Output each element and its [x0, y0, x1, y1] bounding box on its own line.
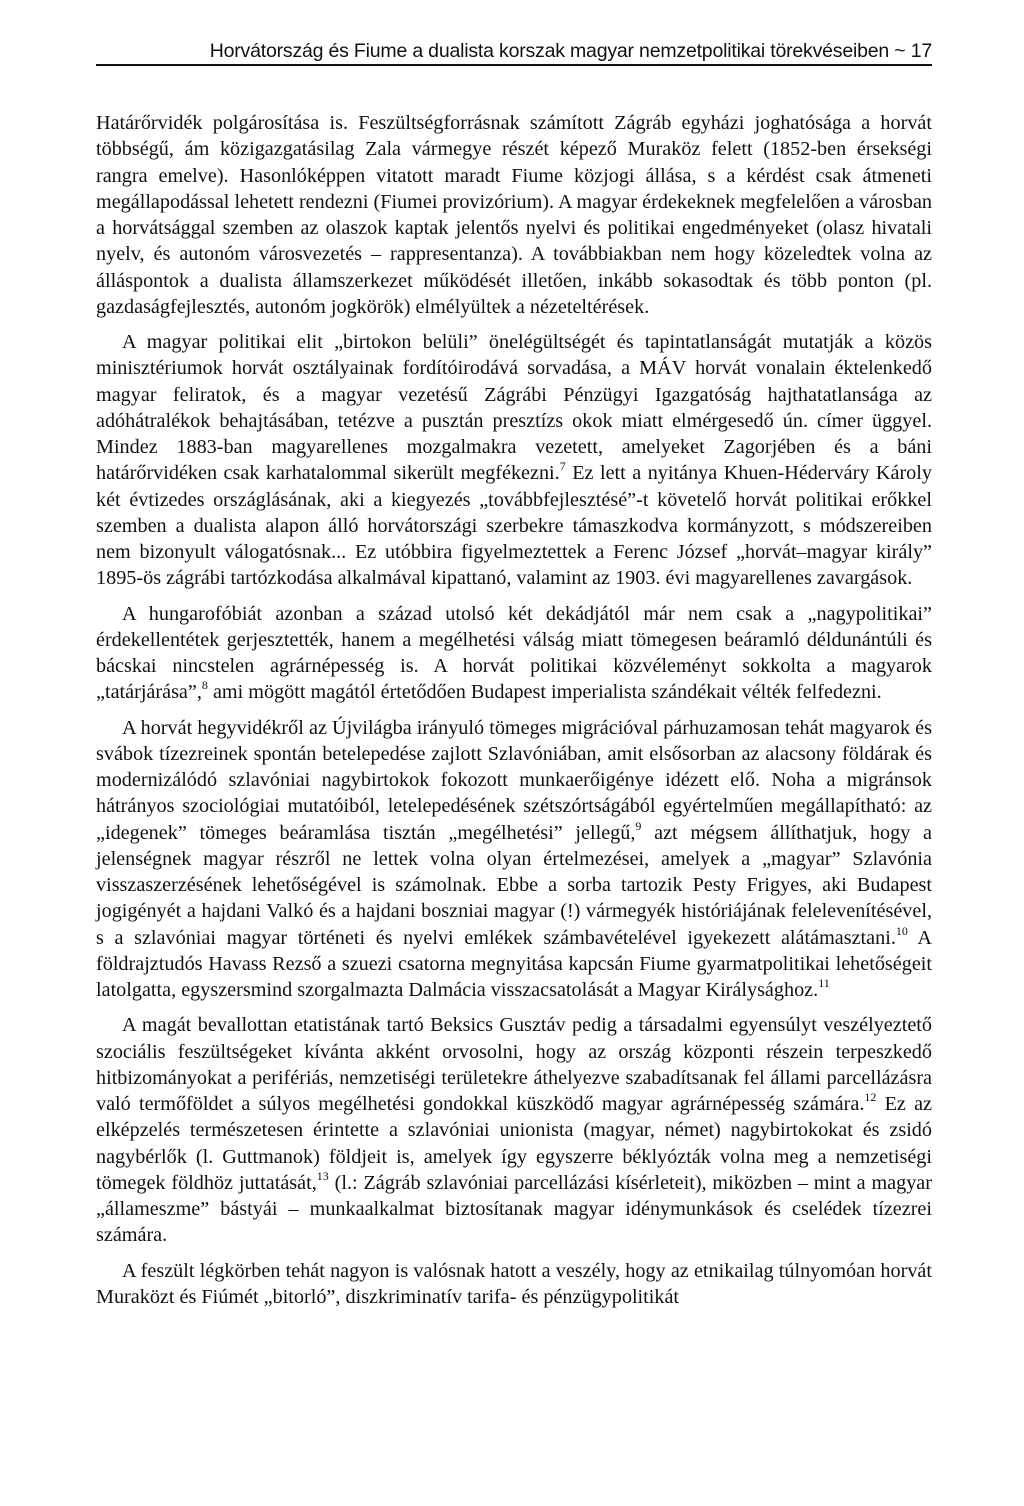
paragraph [96, 715, 932, 1004]
text-segment: (l.: Zágráb szlavóniai parcellázási kísérleteit), miközben – mint a magyar „állameszme” bástyái – munkaalkalmat biztosítanak magyar idénymunkások és cselédek tízezrei számára. [96, 1171, 932, 1247]
text-segment: A magát bevallottan etatistának tartó Beksics Gusztáv pedig a társadalmi egyensúlyt veszélyeztető szociális feszültségeket kívánta akként orvosolni, hogy az ország központi részein terpeszkedő hitbizományokat a perifériás, nemzetiségi területekre áthelyezve szabadítsanak fel állami parcellázásra való termőföldet a súlyos megélhetési gondokkal küszködő magyar agrárnépesség számára. [96, 1014, 932, 1115]
text-segment: Határőrvidék polgárosítása is. Feszültségforrásnak számított Zágráb egyházi joghatósága a horvát többségű, ám közigazgatásilag Zala vármegye részét képező Muraköz felett (1852-ben érsekségi rangra emelve). Hasonlóképpen vitatott maradt Fiume közjogi állása, s a kérdést csak átmeneti megállapodással lehetett rendezni (Fiumei provizórium). A magyar érdekeknek megfelelően a városban a horvátsággal szemben az olaszok kaptak jelentős nyelvi és politikai engedményeket (olasz hivatali nyelv, és autonóm városvezetés – rappresentanza). A továbbiakban nem hogy közeledtek volna az álláspontok a dualista államszerkezet működését illetően, inkább sokasodtak és több ponton (pl. gazdaságfejlesztés, autonóm jogkörök) elmélyültek a nézeteltérések. [96, 112, 932, 318]
footnote-marker: 9 [635, 818, 642, 833]
text-segment: A földrajztudós Havass Rezső a szuezi csatorna megnyitása kapcsán Fiume gyarmatpolitikai lehetőségeit latolgatta, egyszersmind szorgalmazta Dalmácia visszacsatolását a Magyar Királysághoz. [96, 926, 932, 1001]
body-text [96, 110, 932, 1310]
text-segment: A magyar politikai elit „birtokon belüli” önelégültségét és tapintatlanságát mutatják a közös minisztériumok horvát osztályainak fordítóirodává sorvadása, a MÁV horvát vonalain éktelenkedő magyar feliratok, és a magyar vezetésű Zágrábi Pénzügyi Igazgatóság hajthatatlansága az adóhátralékok behajtásában, tetézve a pusztán presztízs okok miatt elmérgesedő ún. címer üggyel. Mindez 1883-ban magyarellenes mozgalmakra vezetett, amelyeket Zagorjében és a báni határőrvidéken csak karhatalommal sikerült megfékezni. [96, 331, 932, 485]
footnote-marker: 11 [818, 976, 830, 990]
footnote-marker: 10 [895, 923, 908, 938]
text-segment: A horvát hegyvidékről az Újvilágba irányuló tömeges migrációval párhuzamosan tehát magyarok és svábok tízezreinek spontán betelepedése zajlott Szlavóniában, amit elsősorban az alacsony földárak és modernizálódó szlavóniai nagybirtokok fokozott munkaerőigénye idézett elő. Noha a migránsok hátrányos szociológiai mutatóiból, letelepedésének szétszórtságából egyértelműen megállapítható: az „idegenek” tömeges beáramlása tisztán „megélhetési” jellegű, [96, 716, 932, 844]
text-segment: azt mégsem állíthatjuk, hogy a jelenségnek magyar részről ne lettek volna olyan értelmezései, amelyek a „magyar” Szlavónia visszaszerzésének lehetőségével is számolnak. Ebbe a sorba tartozik Pesty Frigyes, aki Budapest jogigényét a hajdani Valkó és a hajdani boszniai magyar (!) vármegyék históriájának felelevenítésével, s a szlavóniai magyar történeti és nyelvi emlékek számbavételével igyekezett alátámasztani. [96, 821, 932, 949]
paragraph [96, 601, 932, 706]
text-segment: Ez lett a nyitánya Khuen-Héderváry Károly két évtizedes országlásának, aki a kiegyezés „továbbfejlesztésé”-t követelő horvát politikai erőkkel szemben a dualista alapon álló horvátországi szerbekre támaszkodva kormányzott, s módszereiben nem bizonyult válogatósnak... Ez utóbbira figyelmeztettek a Ferenc József „horvát–magyar király” 1895-ös zágrábi tartózkodása alkalmával kipattanó, valamint az 1903. évi magyarellenes zavargások. [96, 462, 932, 590]
text-segment: A feszült légkörben tehát nagyon is valósnak hatott a veszély, hogy az etnikailag túlnyomóan horvát Muraközt és Fiúmét „bitorló”, diszkriminatív tarifa- és pénzügypolitikát [96, 1259, 932, 1308]
text-segment: A hungarofóbiát azonban a század utolsó két dekádjától már nem csak a „nagypolitikai” érdekellentétek gerjesztették, hanem a megélhetési válság miatt tömegesen beáramló déldunántúli és bácskai nincstelen agrárnépesség is. A horvát politikai közvéleményt sokkolta a magyarok „tatárjárása”, [96, 602, 932, 704]
footnote-marker: 13 [316, 1168, 329, 1183]
header-separator: ~ [894, 40, 906, 62]
text-segment: ami mögött magától értetődően Budapest imperialista szándékait vélték felfedezni. [207, 681, 882, 704]
footnote-marker: 12 [864, 1090, 877, 1104]
page-number: 17 [910, 40, 932, 62]
footnote-marker: 7 [559, 459, 566, 474]
paragraph [96, 1258, 932, 1311]
running-head [96, 40, 932, 66]
paragraph [96, 110, 932, 320]
paragraph [96, 329, 932, 592]
paragraph [96, 1012, 932, 1248]
text-segment: Ez az elképzelés természetesen érintette a szlavóniai unionista (magyar, német) nagybirtokokat és zsidó nagybérlők (l. Guttmanok) földjeit is, amelyek így egyszerre béklyózták volna meg a nemzetiségi tömegek földhöz juttatását, [96, 1093, 932, 1194]
running-title: Horvátország és Fiume a dualista korszak magyar nemzetpolitikai törekvéseiben [209, 40, 890, 62]
footnote-marker: 8 [201, 678, 208, 693]
